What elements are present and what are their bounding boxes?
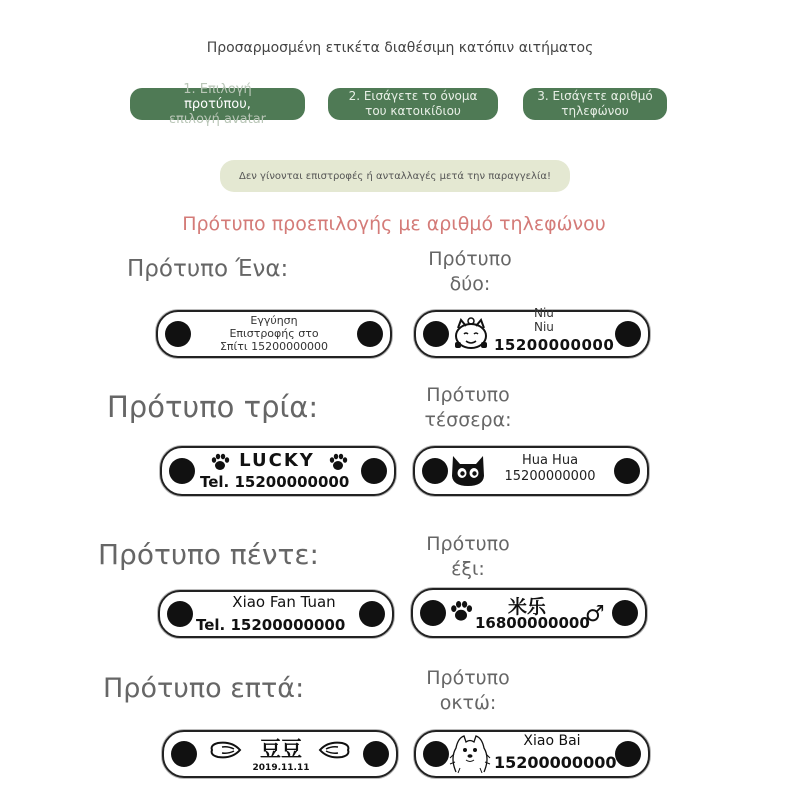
tag-hole [615, 321, 641, 347]
label-text: Πρότυπο [428, 248, 512, 270]
template-6-tag[interactable] [411, 588, 647, 638]
label-text: οκτώ: [439, 692, 497, 714]
black-cat-icon [449, 454, 487, 488]
tag-hole [169, 458, 195, 484]
template-8-tag[interactable] [414, 730, 650, 778]
paw-icon [449, 600, 473, 622]
tag-text: Επιστροφής στο [229, 327, 319, 340]
step-text: 3. Εισάγετε αριθμό [537, 89, 653, 103]
step-choose-template [130, 81, 305, 127]
step-text: επιλογή avatar [169, 111, 266, 127]
dog-icon [448, 734, 492, 774]
template-1-tag[interactable] [156, 310, 392, 358]
male-symbol-icon: ♂ [585, 602, 605, 627]
tag-phone: 15200000000 [494, 753, 617, 772]
tag-text: Σπίτι 15200000000 [219, 340, 329, 353]
section-title: Πρότυπο προεπιλογής με αριθμό τηλεφώνου [182, 213, 606, 235]
template-8-label [418, 666, 518, 716]
template-2-label [420, 247, 520, 297]
template-3-label: Πρότυπο τρία: [107, 390, 319, 424]
tag-phone: 15200000000 [504, 469, 596, 484]
tag-name: Hua Hua [521, 453, 579, 468]
step-text: 1. Επιλογή [183, 81, 252, 97]
label-text: έξι: [451, 558, 485, 580]
wing-icon [318, 740, 352, 760]
tag-name: 米乐 [507, 596, 546, 618]
tag-hole [165, 321, 191, 347]
label-text: Πρότυπο [426, 384, 510, 406]
tag-name: Xiao Bai [523, 733, 581, 749]
lucky-cat-icon [452, 316, 490, 352]
label-text: τέσσερα: [424, 409, 512, 431]
tag-hole [357, 321, 383, 347]
tag-date: 2019.11.11 [252, 763, 310, 773]
template-1-label: Πρότυπο Ένα: [127, 256, 289, 282]
step-text: 2. Εισάγετε το όνομα [348, 89, 478, 103]
no-returns-notice: Δεν γίνονται επιστροφές ή ανταλλαγές μετά την παραγγελία! [220, 160, 570, 192]
step-text: του κατοικίδιου [365, 104, 461, 118]
tag-name: 豆豆 [260, 737, 302, 761]
paw-icon [328, 453, 348, 471]
tag-phone: 16800000000 [475, 614, 590, 632]
label-text: Πρότυπο [426, 533, 510, 555]
step-enter-phone [523, 88, 667, 120]
template-3-tag[interactable] [160, 446, 396, 496]
paw-icon [210, 453, 230, 471]
tag-hole [363, 741, 389, 767]
step-text: προτύπου, [184, 96, 251, 112]
tag-text: Niu [534, 320, 554, 334]
tag-hole [615, 741, 641, 767]
tag-hole [167, 601, 193, 627]
tag-text: Εγγύηση [250, 314, 298, 327]
wing-icon [208, 740, 242, 760]
tag-hole [420, 600, 446, 626]
tag-name: LUCKY [239, 450, 315, 471]
tag-name: Xiao Fan Tuan [232, 593, 336, 611]
template-5-label: Πρότυπο πέντε: [98, 538, 319, 571]
tag-hole [423, 741, 449, 767]
template-4-tag[interactable] [413, 446, 649, 496]
label-text: δύο: [449, 273, 491, 295]
tag-phone: 15200000000 [494, 336, 615, 354]
template-2-tag[interactable] [414, 306, 650, 358]
tag-text: Niu [534, 306, 554, 320]
template-4-label [418, 383, 518, 433]
template-7-tag[interactable] [162, 730, 398, 778]
page-header-title: Προσαρμοσμένη ετικέτα διαθέσιμη κατόπιν αιτήματος [206, 40, 594, 56]
tag-hole [422, 458, 448, 484]
step-text: τηλεφώνου [561, 104, 629, 118]
template-7-label: Πρότυπο επτά: [103, 673, 305, 704]
tag-phone: Tel. 15200000000 [200, 473, 350, 491]
tag-hole [361, 458, 387, 484]
tag-hole [171, 741, 197, 767]
tag-hole [423, 321, 449, 347]
label-text: Πρότυπο [426, 667, 510, 689]
template-5-tag[interactable] [158, 590, 394, 638]
template-6-label [418, 532, 518, 582]
tag-phone: Tel. 15200000000 [196, 616, 346, 634]
tag-hole [614, 458, 640, 484]
step-enter-pet-name [328, 88, 498, 120]
tag-hole [612, 600, 638, 626]
